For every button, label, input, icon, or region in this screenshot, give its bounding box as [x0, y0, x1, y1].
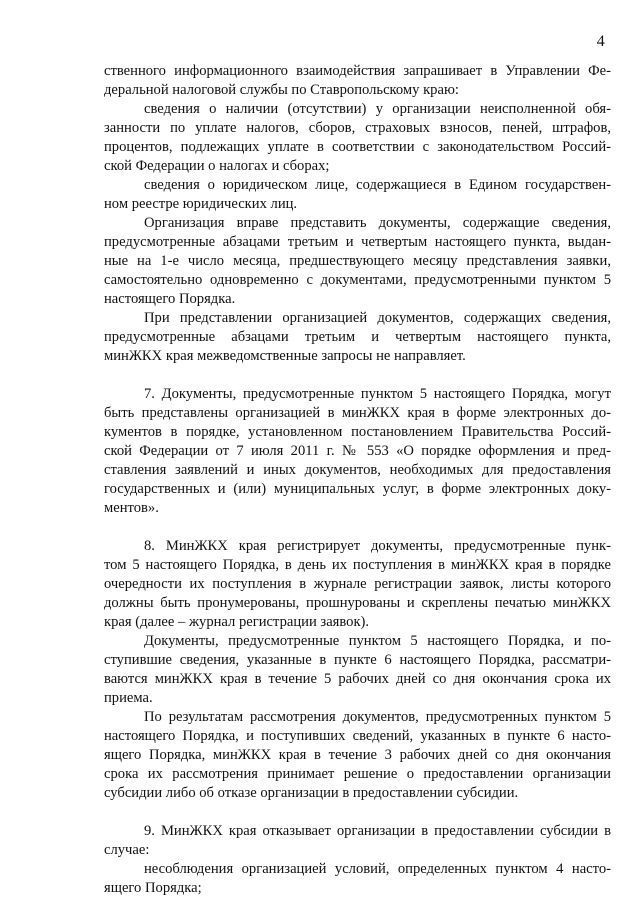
- text-line: Организация вправе представить документы, содержащие сведения,: [144, 215, 611, 231]
- paragraph: [104, 214, 611, 309]
- text-line: ящего Порядка;: [104, 880, 202, 896]
- paragraph: [104, 708, 611, 803]
- text-line: ступившие сведения, указанные в пункте 6 настоящего Порядка, рассматри-: [104, 652, 611, 668]
- text-line: предусмотренные абзацами третьим и четвертым настоящего пункта, выдан-: [104, 234, 611, 250]
- paragraph-gap: [104, 518, 611, 537]
- text-line: минЖКХ края межведомственные запросы не направляет.: [104, 348, 466, 364]
- paragraph-gap: [104, 803, 611, 822]
- text-line: ные на 1-е число месяца, предшествующего месяцу представления заявки,: [104, 253, 611, 269]
- paragraph: [104, 385, 611, 518]
- paragraph: [104, 860, 611, 898]
- text-line: 9. МинЖКХ края отказывает организации в предоставлении субсидии в: [144, 823, 611, 839]
- text-line: ской Федерации о налогах и сборах;: [104, 158, 330, 174]
- text-line: ящего Порядка, минЖКХ края в течение 3 рабочих дней со дня окончания: [104, 747, 611, 763]
- text-line: По результатам рассмотрения документов, предусмотренных пунктом 5: [144, 709, 611, 725]
- text-line: края (далее – журнал регистрации заявок).: [104, 614, 370, 630]
- paragraph: [104, 537, 611, 632]
- text-line: кументов в порядке, установленном постановлением Правительства Россий-: [104, 424, 611, 440]
- paragraph: [104, 62, 611, 100]
- text-line: деральной налоговой службы по Ставропольскому краю:: [104, 82, 459, 98]
- text-line: ской Федерации от 7 июля 2011 г. № 553 «О порядке оформления и пред-: [104, 443, 611, 459]
- text-line: ментов».: [104, 500, 159, 516]
- text-line: ваются минЖКХ края в течение 5 рабочих дней со дня окончания срока их: [104, 671, 611, 687]
- text-line: несоблюдения организацией условий, определенных пунктом 4 насто-: [144, 861, 611, 877]
- text-line: должны быть пронумерованы, прошнурованы и скреплены печатью минЖКХ: [104, 595, 611, 611]
- text-line: При представлении организацией документов, содержащих сведения,: [144, 310, 611, 326]
- text-line: субсидии либо об отказе организации в предоставлении субсидии.: [104, 785, 519, 801]
- text-line: процентов, подлежащих уплате в соответствии с законодательством Россий-: [104, 139, 611, 155]
- paragraph: [104, 309, 611, 366]
- text-line: настоящего Порядка, и поступивших сведений, указанных в пункте 6 насто-: [104, 728, 611, 744]
- text-line: сведения о наличии (отсутствии) у организации неисполненной обя-: [144, 101, 611, 117]
- text-line: занности по уплате налогов, сборов, страховых взносов, пеней, штрафов,: [104, 120, 611, 136]
- text-line: 7. Документы, предусмотренные пунктом 5 настоящего Порядка, могут: [144, 386, 611, 402]
- text-line: 8. МинЖКХ края регистрирует документы, предусмотренные пунк-: [144, 538, 611, 554]
- paragraph: [104, 822, 611, 860]
- text-line: том 5 настоящего Порядка, в день их поступления в минЖКХ края в порядке: [104, 557, 611, 573]
- text-line: государственных и (или) муниципальных услуг, в форме электронных доку-: [104, 481, 611, 497]
- text-line: настоящего Порядка.: [104, 291, 236, 307]
- text-line: случае:: [104, 842, 150, 858]
- page-number: 4: [596, 33, 605, 50]
- text-line: ставления заявлений и иных документов, необходимых для предоставления: [104, 462, 611, 478]
- document-body: [104, 62, 611, 898]
- text-line: быть представлены организацией в минЖКХ края в форме электронных до-: [104, 405, 611, 421]
- paragraph: [104, 632, 611, 708]
- text-line: срока их рассмотрения принимает решение о предоставлении организации: [104, 766, 611, 782]
- text-line: сведения о юридическом лице, содержащиеся в Едином государствен-: [144, 177, 611, 193]
- text-line: самостоятельно одновременно с документами, предусмотренными пунктом 5: [104, 272, 611, 288]
- paragraph: [104, 176, 611, 214]
- text-line: предусмотренные абзацами третьим и четвертым настоящего пункта,: [104, 329, 611, 345]
- text-line: приема.: [104, 690, 153, 706]
- text-line: ном реестре юридических лиц.: [104, 196, 298, 212]
- paragraph-gap: [104, 366, 611, 385]
- paragraph: [104, 100, 611, 176]
- text-line: очередности их поступления в журнале регистрации заявок, листы которого: [104, 576, 611, 592]
- text-line: Документы, предусмотренные пунктом 5 настоящего Порядка, и по-: [144, 633, 611, 649]
- text-line: ственного информационного взаимодействия запрашивает в Управлении Фе-: [104, 63, 611, 79]
